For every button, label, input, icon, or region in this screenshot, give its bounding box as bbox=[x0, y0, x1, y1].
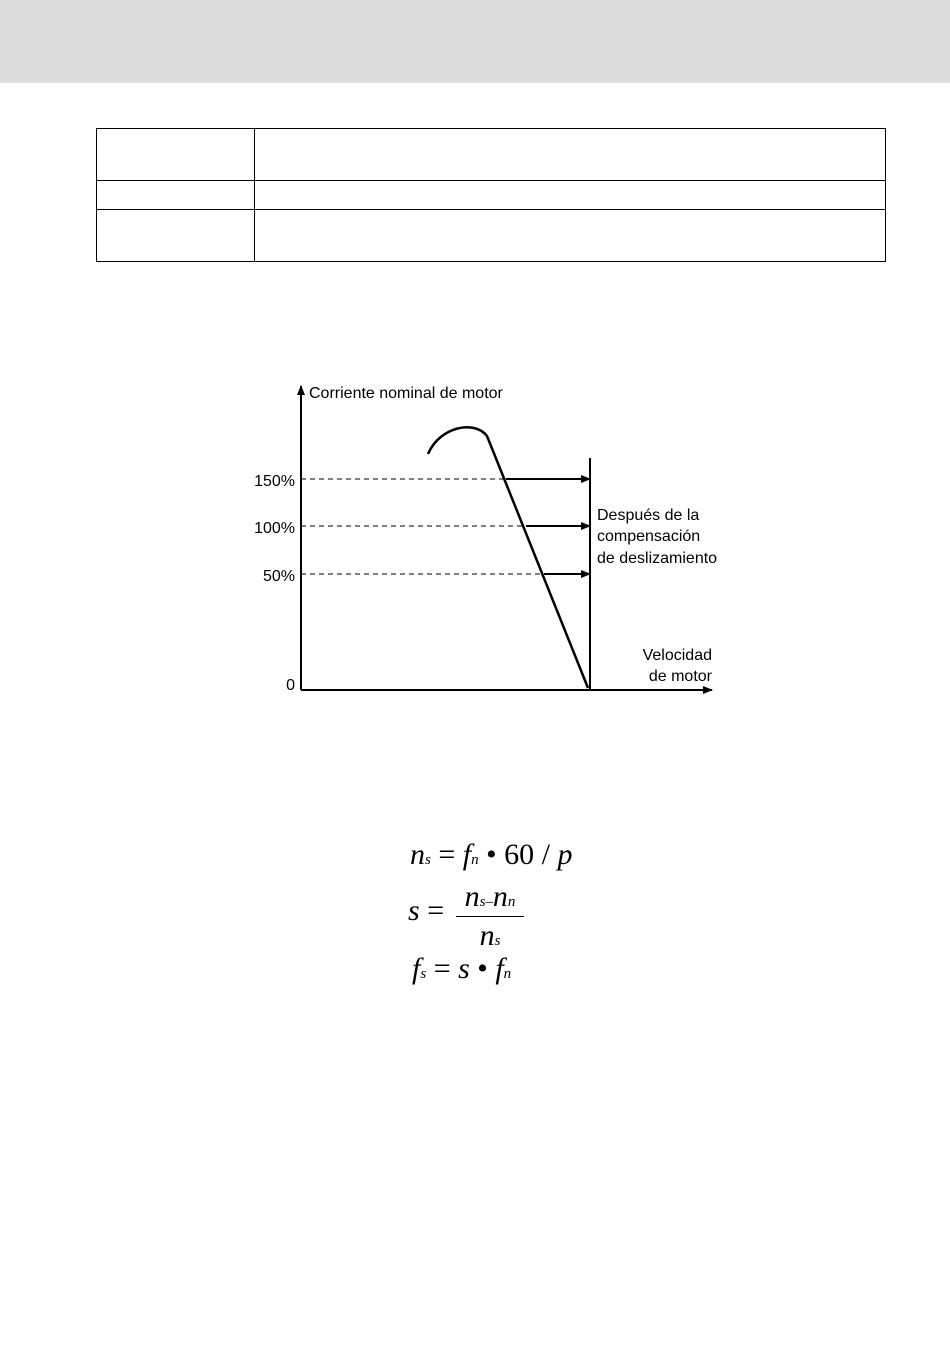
formula-symbol: f bbox=[462, 838, 472, 871]
x-axis-label-line-1: Velocidad bbox=[642, 647, 712, 664]
formula-operator: • bbox=[469, 952, 496, 985]
formula-synchronous-speed bbox=[410, 840, 572, 875]
formula-subscript: s bbox=[425, 852, 431, 868]
annotation-line-1: Después de la bbox=[597, 507, 700, 524]
formula-symbol: s bbox=[458, 952, 470, 985]
fraction-denominator bbox=[456, 919, 524, 953]
table-cell bbox=[255, 181, 886, 210]
formula-subscript: n bbox=[471, 852, 479, 868]
formula-subscript: s bbox=[494, 933, 501, 949]
formula-symbol: f bbox=[412, 952, 421, 985]
level-label-50: 50% bbox=[262, 568, 295, 585]
table-cell bbox=[97, 181, 255, 210]
annotation-line-3: de deslizamiento bbox=[597, 550, 718, 567]
table-row bbox=[97, 181, 886, 210]
annotation-line-2: compensación bbox=[597, 528, 701, 545]
table-cell bbox=[255, 129, 886, 181]
slip-compensation-diagram bbox=[220, 370, 750, 710]
formula-subscript: n bbox=[507, 894, 516, 910]
table-cell bbox=[97, 129, 255, 181]
motor-curve bbox=[428, 427, 588, 688]
formula-operator: • bbox=[478, 838, 505, 871]
origin-label: 0 bbox=[286, 677, 295, 694]
formula-subscript: s bbox=[479, 894, 486, 910]
fraction-bar bbox=[456, 916, 524, 917]
table-row bbox=[97, 210, 886, 262]
x-axis-label-line-2: de motor bbox=[648, 668, 712, 685]
level-label-150: 150% bbox=[254, 473, 295, 490]
formula-symbol: s bbox=[408, 894, 420, 927]
info-table bbox=[96, 128, 886, 262]
fraction-numerator bbox=[456, 880, 524, 914]
formula-symbol: n bbox=[479, 919, 495, 952]
formula-subscript: n bbox=[503, 966, 512, 982]
formula-slip-lhs bbox=[408, 896, 452, 926]
formula-symbol: n bbox=[464, 880, 480, 913]
formula-slip-frequency bbox=[412, 954, 511, 989]
table-cell bbox=[97, 210, 255, 262]
formula-symbol: f bbox=[495, 952, 504, 985]
formula-constant: 60 / bbox=[504, 838, 558, 871]
formula-operator: = bbox=[426, 952, 459, 985]
formula-subscript: s bbox=[420, 966, 427, 982]
formula-symbol: n bbox=[410, 838, 425, 871]
table-cell bbox=[255, 210, 886, 262]
formula-operator: = bbox=[430, 838, 463, 871]
level-label-100: 100% bbox=[254, 520, 295, 537]
formula-operator: – bbox=[485, 894, 493, 910]
y-axis-label: Corriente nominal de motor bbox=[309, 385, 503, 402]
table-row bbox=[97, 129, 886, 181]
formula-slip-fraction bbox=[456, 880, 524, 953]
formula-operator: = bbox=[419, 894, 452, 927]
formula-symbol: n bbox=[492, 880, 508, 913]
page-header-band bbox=[0, 0, 950, 83]
formula-symbol: p bbox=[557, 838, 573, 871]
